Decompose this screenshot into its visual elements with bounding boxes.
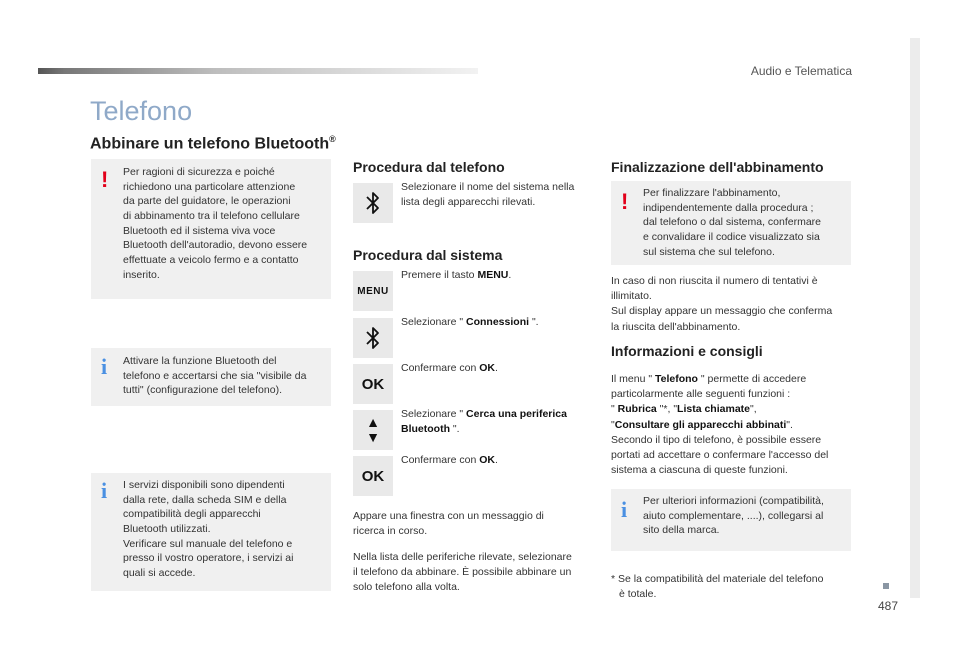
info-icon: i	[101, 478, 108, 503]
warning-note-safety	[91, 159, 331, 299]
info-text: Il menu " Telefono " permette di accedere particolarmente alle seguenti funzioni : " Rubrica "*, "Lista chiamate", "Consultare gli apparecchi abbinati". Secondo il tipo di telefono, è possibile essere portati ad accettare o confermare l'accesso del sistema a ciascuna di queste funzioni.	[611, 372, 861, 479]
procedure-system-title: Procedura dal sistema	[353, 247, 503, 263]
text-line: portati ad accettare o confermare l'accesso del	[611, 449, 829, 462]
select-phone-text	[353, 550, 603, 596]
note-line: aiuto complementare, ....), collegarsi al	[643, 509, 824, 522]
note-line: telefono e accertarsi che sia "visibile da	[123, 369, 307, 382]
note-line: Bluetooth dell'autoradio, devono essere	[123, 239, 308, 252]
bluetooth-icon	[366, 325, 380, 351]
text-line: sistema a ciascuna di queste funzioni.	[611, 464, 788, 477]
note-line: presso il vostro operatore, i servizi ai	[123, 552, 294, 565]
page-number: 487	[878, 599, 899, 613]
note-line: dal telefono o dal sistema, confermare	[643, 216, 822, 229]
note-line: Attivare la funzione Bluetooth del	[123, 355, 277, 367]
text-line: ricerca in corso.	[353, 525, 428, 538]
note-line: sito della marca.	[643, 524, 720, 537]
ok-button-icon: OK	[353, 456, 393, 496]
section-heading: Abbinare un telefono Bluetooth®	[90, 134, 336, 153]
procedure-phone-title: Procedura dal telefono	[353, 159, 505, 175]
page-marker	[883, 583, 889, 589]
note-line: inserito.	[123, 268, 160, 281]
footnote	[611, 572, 861, 602]
menu-button-icon: MENU	[353, 271, 393, 311]
footnote-line: * Se la compatibilità del materiale del telefono	[611, 573, 824, 585]
note-line: Per ragioni di sicurezza e poiché	[123, 166, 275, 178]
ok-button-icon: OK	[353, 364, 393, 404]
note-line: quali si accede.	[123, 567, 196, 580]
bluetooth-icon-box	[353, 318, 393, 358]
text-line: Nella lista delle periferiche rilevate, selezionare	[353, 551, 572, 563]
arrow-down-icon: ▼	[366, 429, 380, 445]
text-line: In caso di non riuscita il numero di tentativi è	[611, 275, 818, 287]
note-line: dalla rete, dalla scheda SIM e della	[123, 493, 287, 506]
note-line: indipendentemente dalla procedura ;	[643, 201, 814, 214]
text-line: Appare una finestra con un messaggio di	[353, 510, 544, 522]
bluetooth-icon	[366, 190, 380, 216]
step-search-device: Selezionare " Cerca una periferica Bluetooth ".	[401, 408, 567, 436]
note-line: di abbinamento tra il telefono cellulare	[123, 210, 300, 223]
step-confirm-ok-2: Confermare con OK.	[401, 454, 498, 466]
note-line: e convalidare il codice visualizzato sia	[643, 231, 820, 244]
info-note-bluetooth	[91, 348, 331, 406]
info-note-services	[91, 473, 331, 591]
header-bar	[38, 68, 478, 74]
text-line: il telefono da abbinare. È possibile abbinare un	[353, 566, 572, 579]
arrow-up-icon: ▲	[366, 414, 380, 431]
info-icon: i	[101, 354, 108, 379]
note-line: sul sistema che sul telefono.	[643, 245, 775, 258]
step-confirm-ok: Confermare con OK.	[401, 362, 498, 374]
note-line: compatibilità degli apparecchi	[123, 508, 261, 521]
note-line: richiedono una particolare attenzione	[123, 180, 296, 193]
page-title: Telefono	[90, 96, 193, 126]
note-line: effettuate a veicolo fermo e a contatto	[123, 254, 299, 267]
step-select-connections: Selezionare " Connessioni ".	[401, 316, 539, 328]
text-line: Secondo il tipo di telefono, è possibile essere	[611, 433, 822, 446]
step-line: lista degli apparecchi rilevati.	[401, 196, 536, 209]
note-line: da parte del guidatore, le operazioni	[123, 195, 291, 208]
note-line: I servizi disponibili sono dipendenti	[123, 479, 285, 491]
page-edge-strip	[910, 38, 920, 598]
info-title: Informazioni e consigli	[611, 343, 763, 359]
note-line: tutti" (configurazione del telefono).	[123, 384, 282, 397]
info-note-more	[611, 489, 851, 551]
step-press-menu: Premere il tasto MENU.	[401, 269, 512, 281]
footnote-line: è totale.	[619, 588, 657, 601]
text-line: solo telefono alla volta.	[353, 581, 460, 594]
step-line: Selezionare il nome del sistema nella	[401, 181, 575, 193]
info-icon: i	[621, 497, 628, 522]
note-line: Per finalizzare l'abbinamento,	[643, 187, 781, 199]
text-line: la riuscita dell'abbinamento.	[611, 320, 741, 333]
search-message-text	[353, 509, 603, 539]
warning-icon: !	[101, 167, 109, 192]
note-line: Bluetooth utilizzati.	[123, 523, 211, 536]
note-line: Verificare sul manuale del telefono e	[123, 537, 293, 550]
finalization-text	[611, 274, 861, 335]
note-line: Per ulteriori informazioni (compatibilità,	[643, 495, 824, 507]
procedure-phone-step	[401, 180, 601, 210]
text-line: Sul display appare un messaggio che conferma	[611, 305, 833, 318]
text-line: illimitato.	[611, 290, 652, 303]
warning-note-finalize	[611, 181, 851, 265]
warning-icon: !	[621, 189, 629, 214]
note-line: Bluetooth ed il sistema viva voce	[123, 224, 276, 237]
bluetooth-icon-box	[353, 183, 393, 223]
finalization-title: Finalizzazione dell'abbinamento	[611, 159, 824, 175]
section-label: Audio e Telematica	[750, 64, 852, 78]
arrows-button-box	[353, 410, 393, 450]
